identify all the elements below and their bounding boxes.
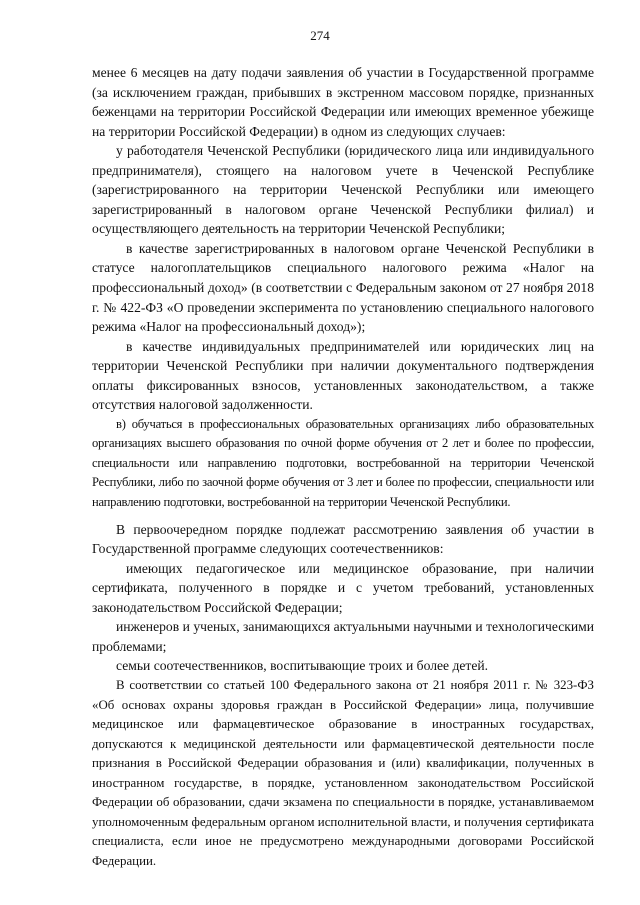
paragraph-self-employed: в качестве зарегистрированных в налоговом органе Чеченской Республики в статусе налогоплательщиков специального налогового режима «Налог на профессиональный доход» (в соответствии с Федеральным законом от 27 ноября 2018 г. № 422-ФЗ «О проведении эксперимента по установлению специального налогового режима «Налог на профессиональный доход»); (92, 240, 594, 335)
paragraph-law: В соответствии со статьей 100 Федерального закона от 21 ноября 2011 г. № 323-ФЗ «Об основах охраны здоровья граждан в Российской Федерации» лица, получившие медицинское или фармацевтическое образование в иностранных государствах, допускаются к медицинской деятельности или фармацевтической деятельности после признания в Российской Федерации образования и (или) квалификации, полученных в иностранном государстве, в порядке, установленном законодательством Российской Федерации об образовании, сдачи экзамена по специальности в порядке, устанавливаемом уполномоченным федеральным органом исполнительной власти, и получения сертификата специалиста, если иное не предусмотрено международными договорами Российской Федерации. (92, 677, 594, 868)
paragraph-intro: менее 6 месяцев на дату подачи заявления об участии в Государственной программе (за исключением граждан, прибывших в экстренном массовом порядке, признанных беженцами на территории Российской Федерации или имеющих временное убежище на территории Российской Федерации) в одном из следующих случаев: (92, 65, 594, 139)
paragraph-priority-families: семьи соотечественников, воспитывающие троих и более детей. (116, 658, 489, 674)
paragraph-entrepreneurs: в качестве индивидуальных предпринимателей или юридических лиц на территории Чеченской Республики при наличии документального подтверждения оплаты фиксированных взносов, установленных законодательством, а также отсутствия налоговой задолженности. (92, 338, 594, 413)
paragraph-priority-engineers: инженеров и ученых, занимающихся актуальными научными и технологическими проблемами; (92, 619, 594, 654)
paragraph-students: в) обучаться в профессиональных образовательных организациях либо образовательных организациях высшего образования по очной форме обучения от 2 лет и более по профессии, специальности или направлению подготовки, востребованной на территории Чеченской Республики, либо по заочной форме обучения от 3 лет и более по профессии, специальности или направлению подготовки, востребованной на территории Чеченской Республики. (92, 416, 594, 510)
page-number: 274 (310, 28, 330, 43)
paragraph-priority: В первоочередном порядке подлежат рассмотрению заявления об участии в Государственной программе следующих соотечественников: (92, 521, 594, 557)
paragraph-employer: у работодателя Чеченской Республики (юридического лица или индивидуального предпринимателя), стоящего на налоговом учете в Чеченской Республике (зарегистрированного на территории Чеченской Республики или имеющего зарегистрированный в налоговом органе Чеченской Республики филиал) и осуществляющего деятельность на территории Чеченской Республики; (92, 143, 594, 237)
document-body (92, 63, 594, 871)
paragraph-priority-education: имеющих педагогическое или медицинское образование, при наличии сертификата, полученного в порядке и с учетом требований, установленных законодательством Российской Федерации; (92, 560, 594, 615)
